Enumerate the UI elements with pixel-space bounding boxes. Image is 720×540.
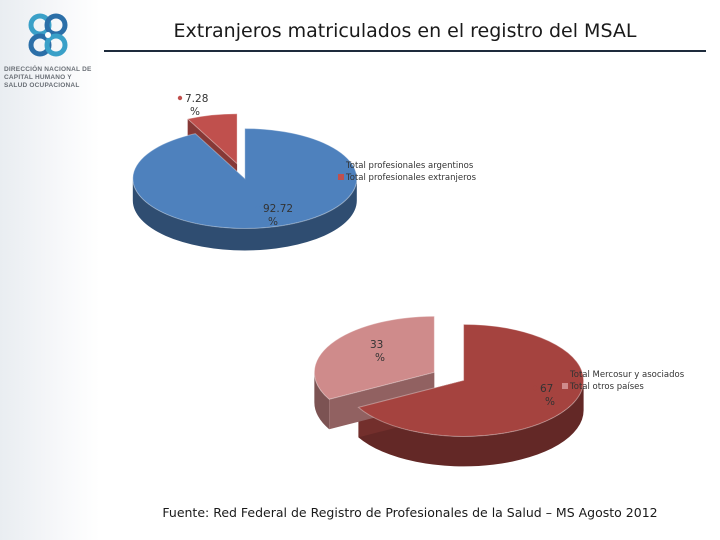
legend-swatch (338, 162, 344, 168)
pie-slice (133, 128, 357, 228)
legend-swatch (562, 371, 568, 377)
data-label-marker (178, 96, 182, 100)
legend-label: Total otros países (570, 382, 644, 392)
legend-swatch (338, 174, 344, 180)
legend-label: Total profesionales argentinos (346, 161, 474, 171)
data-label-unit: % (268, 216, 278, 228)
data-label-unit: % (545, 396, 555, 408)
source-note: Fuente: Red Federal de Registro de Profesionales de la Salud – MS Agosto 2012 (162, 505, 658, 520)
legend-label: Total profesionales extranjeros (346, 173, 477, 183)
data-label-value: 67 (540, 383, 554, 395)
data-label-marker (533, 386, 537, 390)
page-title: Extranjeros matriculados en el registro del MSAL (173, 20, 637, 42)
pie-chart-2 (314, 316, 684, 466)
data-label-value: 7.28 (185, 93, 209, 105)
legend-label: Total Mercosur y asociados (570, 370, 685, 380)
organization-name: DIRECCIÓN NACIONAL DE CAPITAL HUMANO Y SALUD OCUPACIONAL (4, 66, 92, 89)
data-label-value: 92.72 (263, 203, 294, 215)
data-label-unit: % (375, 352, 385, 364)
pie-chart-1 (133, 93, 477, 250)
data-label-marker (256, 206, 260, 210)
data-label-unit: % (190, 106, 200, 118)
legend-swatch (562, 383, 568, 389)
data-label-value: 33 (370, 339, 384, 351)
data-label-marker (363, 342, 367, 346)
